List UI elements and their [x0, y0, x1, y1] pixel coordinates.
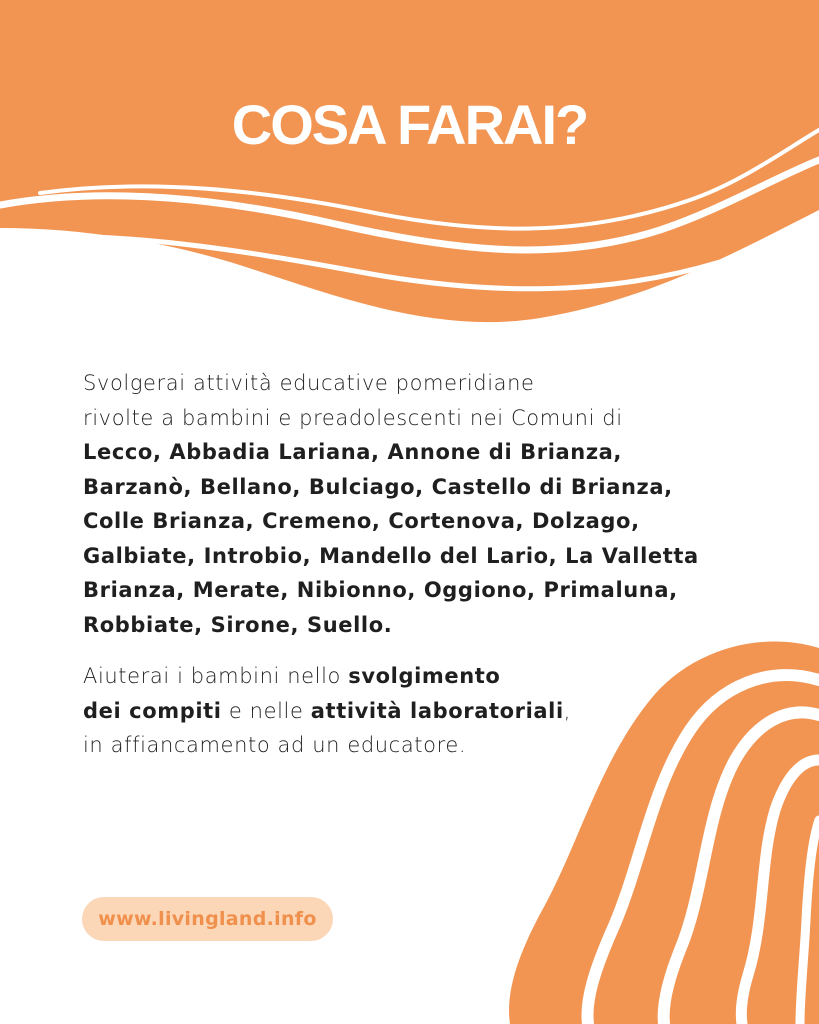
municipality-line: Colle Brianza, Cremeno, Cortenova, Dolzago,	[83, 509, 640, 533]
highlight-text: dei compiti	[83, 698, 222, 723]
paragraph-line: rivolte a bambini e preadolescenti nei Comuni di	[83, 405, 623, 430]
intro-paragraph	[83, 366, 723, 642]
municipality-line: Barzanò, Bellano, Bulciago, Castello di Brianza,	[83, 474, 673, 499]
tasks-paragraph	[83, 659, 723, 763]
page-title: COSA FARAI?	[231, 93, 588, 156]
website-link[interactable]	[82, 897, 333, 941]
municipality-line: Lecco, Abbadia Lariana, Annone di Brianza,	[83, 440, 623, 464]
municipality-line: Galbiate, Introbio, Mandello del Lario, La Valletta	[83, 543, 699, 568]
highlight-text: svolgimento	[348, 664, 501, 688]
paragraph-line	[83, 694, 723, 729]
paragraph-line	[83, 659, 723, 694]
municipality-line: Brianza, Merate, Nibionno, Oggiono, Primaluna,	[83, 578, 678, 602]
paragraph-line: Svolgerai attività educative pomeridiane	[83, 371, 535, 395]
municipality-line: Robbiate, Sirone, Suello.	[83, 612, 393, 637]
paragraph-line: in affiancamento ad un educatore.	[83, 733, 467, 757]
header-wave-band	[0, 0, 819, 322]
body-content	[83, 366, 723, 763]
text-segment: ,	[563, 698, 572, 723]
text-segment: Aiuterai i bambini nello	[83, 664, 349, 688]
text-segment: e nelle	[221, 698, 311, 723]
website-url[interactable]: www.livingland.info	[98, 908, 317, 930]
highlight-text: attività laboratoriali	[310, 698, 564, 723]
